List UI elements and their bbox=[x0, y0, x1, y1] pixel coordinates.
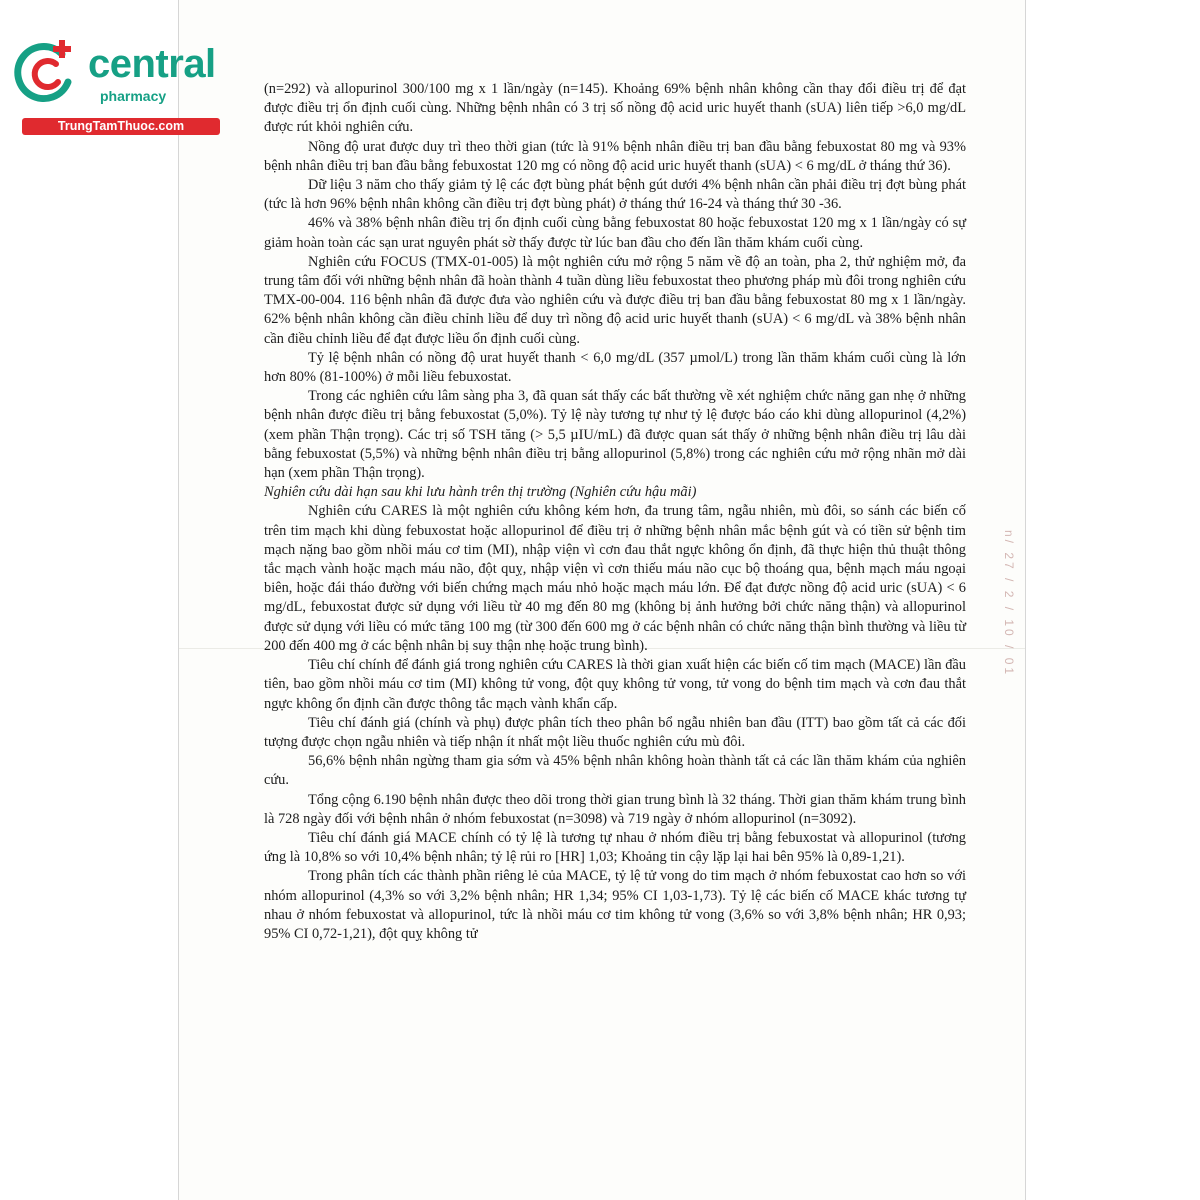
paragraph: Tổng cộng 6.190 bệnh nhân được theo dõi trong thời gian trung bình là 32 tháng. Thời gian thăm khám trung bình là 728 ngày đối với bệnh nhân ở nhóm febuxostat (n=3098) và 719 ngày ở nhóm allopurinol (n=3092). bbox=[264, 791, 966, 827]
paragraph: 56,6% bệnh nhân ngừng tham gia sớm và 45% bệnh nhân không hoàn thành tất cả các lần thăm khám của nghiên cứu. bbox=[264, 753, 966, 789]
brand-name: central bbox=[88, 42, 216, 86]
paragraph: Tiêu chí đánh giá MACE chính có tỷ lệ là tương tự nhau ở nhóm điều trị bằng febuxostat và allopurinol (tương ứng là 10,8% so với 10,4% bệnh nhân; tỷ lệ rủi ro [HR] 1,03; Khoảng tin cậy lặp lại hai bên 95% là 0,89-1,21). bbox=[264, 829, 966, 866]
side-stamp: n/ 27 / 2 / 10 / 01 bbox=[1002, 530, 1016, 678]
paragraph: Nghiên cứu CARES là một nghiên cứu không kém hơn, đa trung tâm, ngẫu nhiên, mù đôi, so sánh các biến cố trên tim mạch khi dùng febuxostat hoặc allopurinol để điều trị ở những bệnh nhân mắc bệnh gút và có tiền sử bệnh tim mạch nặng bao gồm nhồi máu cơ tim (MI), nhập viện vì cơn đau thắt ngực không ổn định, đã thực hiện thủ thuật thông tắc mạch vành hoặc mạch máu não, đột quỵ, nhập viện vì cơn thiếu máu não cục bộ thoáng qua, bệnh mạch máu ngoại biên, hoặc đái tháo đường với biến chứng mạch máu nhỏ hoặc mạch máu lớn. Để đạt được nồng độ acid uric (sUA) < 6 mg/dL, febuxostat được sử dụng với liều từ 40 mg đến 80 mg (không bị ảnh hưởng bởi chức năng thận) và allopurinol được sử dụng với liều có mức tăng 100 mg (từ 300 đến 600 mg ở các bệnh nhân có chức năng thận bình thường và liều từ 200 đến 400 mg ở các bệnh nhân bị suy thận nhẹ hoặc trung bình). bbox=[264, 503, 966, 654]
paragraph: Trong các nghiên cứu lâm sàng pha 3, đã quan sát thấy các bất thường về xét nghiệm chức năng gan nhẹ ở những bệnh nhân được điều trị bằng febuxostat (5,0%). Tỷ lệ này tương tự như tỷ lệ được báo cáo khi dùng allopurinol (4,2%) (xem phần Thận trọng). Các trị số TSH tăng (> 5,5 µIU/mL) đã được quan sát thấy ở những bệnh nhân điều trị lâu dài bằng febuxostat (5,5%) và những bệnh nhân điều trị bằng allopurinol (5,8%) trong các nghiên cứu mở rộng nhãn mở dài hạn (xem phần Thận trọng). bbox=[264, 388, 966, 482]
brand-logo[interactable] bbox=[10, 36, 215, 136]
section-heading: Nghiên cứu dài hạn sau khi lưu hành trên thị trường (Nghiên cứu hậu mãi) bbox=[264, 484, 697, 501]
paragraph: Tiêu chí đánh giá (chính và phụ) được phân tích theo phân bổ ngẫu nhiên ban đầu (ITT) bao gồm tất cả các đối tượng được chọn ngẫu nhiên và tiếp nhận ít nhất một liều thuốc nghiên cứu mù đôi. bbox=[264, 714, 966, 750]
paragraph: Tiêu chí chính để đánh giá trong nghiên cứu CARES là thời gian xuất hiện các biến cố tim mạch (MACE) lần đầu tiên, bao gồm nhồi máu cơ tim (MI) không tử vong, đột quỵ không tử vong, tử vong do bệnh tim mạch và cơn đau thắt ngực không ổn định cần được thông tắc mạch vành khẩn cấp. bbox=[264, 657, 966, 712]
paragraph: Trong phân tích các thành phần riêng lẻ của MACE, tỷ lệ tử vong do tim mạch ở nhóm febuxostat cao hơn so với nhóm allopurinol (4,3% so với 3,2% bệnh nhân; HR 1,34; 95% CI 1,03-1,73). Tỷ lệ các biến cố MACE khác tương tự nhau ở nhóm febuxostat và allopurinol, tức là nhồi máu cơ tim không tử vong (3,6% so với 3,8% bệnh nhân; HR 0,93; 95% CI 0,72-1,21), đột quỵ không tử bbox=[264, 868, 966, 942]
paragraph: Dữ liệu 3 năm cho thấy giảm tỷ lệ các đợt bùng phát bệnh gút dưới 4% bệnh nhân cần phải điều trị đợt bùng phát (tức là hơn 96% bệnh nhân không cần điều trị đợt bùng phát) ở tháng thứ 16-24 và tháng thứ 30 -36. bbox=[264, 177, 966, 213]
paragraph: (n=292) và allopurinol 300/100 mg x 1 lần/ngày (n=145). Khoảng 69% bệnh nhân không cần thay đổi điều trị để đạt được điều trị ổn định cuối cùng. Những bệnh nhân có 3 trị số nồng độ acid uric huyết thanh (sUA) liên tiếp >6,0 mg/dL được rút khỏi nghiên cứu. bbox=[264, 81, 966, 136]
paragraph: Nồng độ urat được duy trì theo thời gian (tức là 91% bệnh nhân điều trị ban đầu bằng febuxostat 80 mg và 93% bệnh nhân điều trị ban đầu bằng febuxostat 120 mg có nồng độ acid uric huyết thanh (sUA) < 6 mg/dL ở tháng thứ 36). bbox=[264, 138, 966, 174]
brand-url[interactable]: TrungTamThuoc.com bbox=[22, 118, 220, 135]
brand-subtitle: pharmacy bbox=[100, 88, 167, 104]
pharmacy-logo-icon bbox=[10, 36, 82, 108]
paragraph: Nghiên cứu FOCUS (TMX-01-005) là một nghiên cứu mở rộng 5 năm về độ an toàn, pha 2, thử nghiệm mở, đa trung tâm đối với những bệnh nhân đã hoàn thành 4 tuần dùng liều febuxostat theo phương pháp mù đôi trong nghiên cứu TMX-00-004. 116 bệnh nhân đã được đưa vào nghiên cứu và được điều trị ban đầu bằng febuxostat 80 mg x 1 lần/ngày. 62% bệnh nhân không cần điều chỉnh liều để duy trì nồng độ acid uric huyết thanh (sUA) < 6 mg/dL và 38% bệnh nhân cần điều chỉnh liều để đạt được liều ổn định cuối cùng. bbox=[264, 253, 966, 347]
document-body bbox=[264, 80, 966, 944]
paragraph: 46% và 38% bệnh nhân điều trị ổn định cuối cùng bằng febuxostat 80 hoặc febuxostat 120 mg x 1 lần/ngày có sự giảm hoàn toàn các sạn urat nguyên phát sờ thấy được từ lúc ban đầu cho đến lần thăm khám cuối cùng. bbox=[264, 215, 966, 251]
paragraph: Tỷ lệ bệnh nhân có nồng độ urat huyết thanh < 6,0 mg/dL (357 µmol/L) trong lần thăm khám cuối cùng là lớn hơn 80% (81-100%) ở mỗi liều febuxostat. bbox=[264, 349, 966, 386]
